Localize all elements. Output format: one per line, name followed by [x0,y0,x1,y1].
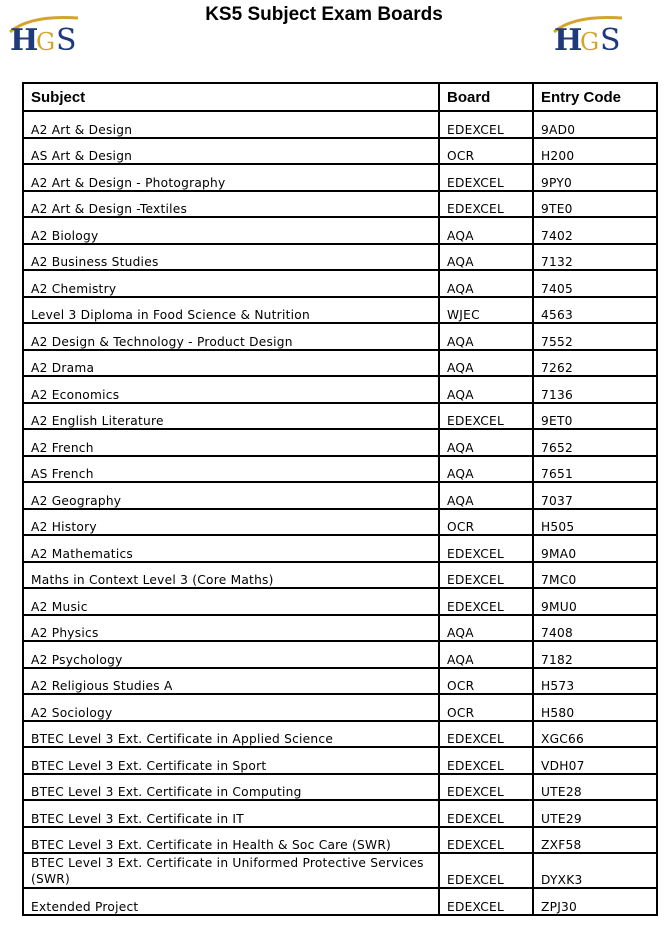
board-cell: AQA [439,376,533,403]
table-row [23,350,657,377]
board-cell: EDEXCEL [439,191,533,218]
table-row [23,774,657,801]
table-row [23,138,657,165]
column-header-entry-code: Entry Code [533,83,657,111]
subject-cell: A2 Design & Technology - Product Design [23,323,439,350]
entry-code-cell: 9MU0 [533,588,657,615]
board-cell: AQA [439,270,533,297]
table-row [23,641,657,668]
table-row [23,535,657,562]
entry-code-cell: 9ET0 [533,403,657,430]
board-cell: AQA [439,641,533,668]
board-cell: AQA [439,482,533,509]
entry-code-cell: 4563 [533,297,657,324]
table-row [23,323,657,350]
subject-cell: A2 Sociology [23,694,439,721]
entry-code-cell: ZPJ30 [533,888,657,915]
board-cell: AQA [439,350,533,377]
subject-cell: A2 Economics [23,376,439,403]
entry-code-cell: H580 [533,694,657,721]
subject-cell: BTEC Level 3 Ext. Certificate in Uniformed Protective Services (SWR) [23,853,439,888]
board-cell: EDEXCEL [439,721,533,748]
entry-code-cell: 7402 [533,217,657,244]
table-row [23,270,657,297]
table-row [23,403,657,430]
entry-code-cell: XGC66 [533,721,657,748]
entry-code-cell: 9TE0 [533,191,657,218]
svg-text:S: S [56,23,77,54]
subject-cell: A2 Chemistry [23,270,439,297]
subject-cell: A2 Biology [23,217,439,244]
entry-code-cell: 7132 [533,244,657,271]
table-row [23,191,657,218]
svg-text:S: S [600,23,621,54]
entry-code-cell: 9AD0 [533,111,657,138]
board-cell: EDEXCEL [439,403,533,430]
entry-code-cell: 7037 [533,482,657,509]
school-logo-right [548,6,628,54]
subject-cell: AS Art & Design [23,138,439,165]
subject-cell: A2 Psychology [23,641,439,668]
table-row [23,482,657,509]
subject-cell: A2 History [23,509,439,536]
entry-code-cell: VDH07 [533,747,657,774]
subject-cell: BTEC Level 3 Ext. Certificate in Computing [23,774,439,801]
table-row [23,615,657,642]
page-title: KS5 Subject Exam Boards [205,4,443,25]
entry-code-cell: DYXK3 [533,853,657,888]
table-body [23,111,657,915]
board-cell: WJEC [439,297,533,324]
entry-code-cell: 7405 [533,270,657,297]
table-row [23,800,657,827]
subject-cell: BTEC Level 3 Ext. Certificate in Health & Soc Care (SWR) [23,827,439,854]
board-cell: EDEXCEL [439,888,533,915]
table-row [23,111,657,138]
subject-cell: A2 English Literature [23,403,439,430]
subject-cell: A2 Physics [23,615,439,642]
subject-cell: A2 Art & Design -Textiles [23,191,439,218]
table-row [23,827,657,854]
board-cell: EDEXCEL [439,535,533,562]
table-row [23,164,657,191]
entry-code-cell: 7552 [533,323,657,350]
entry-code-cell: ZXF58 [533,827,657,854]
board-cell: EDEXCEL [439,111,533,138]
board-cell: OCR [439,694,533,721]
subject-cell: A2 French [23,429,439,456]
table-row [23,376,657,403]
table-row [23,721,657,748]
entry-code-cell: UTE29 [533,800,657,827]
board-cell: AQA [439,456,533,483]
subject-cell: A2 Drama [23,350,439,377]
entry-code-cell: 7652 [533,429,657,456]
column-header-board: Board [439,83,533,111]
svg-text:H: H [10,23,39,54]
exam-boards-table [22,82,658,916]
table-row [23,588,657,615]
table-row [23,747,657,774]
entry-code-cell: 7136 [533,376,657,403]
board-cell: EDEXCEL [439,774,533,801]
subject-cell: BTEC Level 3 Ext. Certificate in Applied Science [23,721,439,748]
table-row [23,217,657,244]
entry-code-cell: H573 [533,668,657,695]
board-cell: AQA [439,429,533,456]
subject-cell: BTEC Level 3 Ext. Certificate in IT [23,800,439,827]
entry-code-cell: 7651 [533,456,657,483]
board-cell: AQA [439,615,533,642]
entry-code-cell: 7262 [533,350,657,377]
subject-cell: A2 Mathematics [23,535,439,562]
board-cell: EDEXCEL [439,164,533,191]
subject-cell: AS French [23,456,439,483]
board-cell: EDEXCEL [439,827,533,854]
subject-cell: A2 Geography [23,482,439,509]
board-cell: OCR [439,138,533,165]
subject-cell: Maths in Context Level 3 (Core Maths) [23,562,439,589]
table-row [23,297,657,324]
entry-code-cell: 9MA0 [533,535,657,562]
table-header-row [23,83,657,111]
table-row [23,456,657,483]
subject-cell: Extended Project [23,888,439,915]
subject-cell: BTEC Level 3 Ext. Certificate in Sport [23,747,439,774]
table-row [23,668,657,695]
entry-code-cell: H505 [533,509,657,536]
table-row [23,429,657,456]
svg-text:H: H [554,23,583,54]
entry-code-cell: 7408 [533,615,657,642]
table-row [23,694,657,721]
board-cell: EDEXCEL [439,853,533,888]
board-cell: OCR [439,509,533,536]
entry-code-cell: H200 [533,138,657,165]
column-header-subject: Subject [23,83,439,111]
svg-text:G: G [36,28,56,54]
table-row [23,244,657,271]
board-cell: AQA [439,217,533,244]
board-cell: EDEXCEL [439,747,533,774]
board-cell: EDEXCEL [439,800,533,827]
entry-code-cell: 7182 [533,641,657,668]
board-cell: EDEXCEL [439,588,533,615]
board-cell: OCR [439,668,533,695]
table-row [23,888,657,915]
svg-text:G: G [580,28,600,54]
board-cell: EDEXCEL [439,562,533,589]
subject-cell: A2 Business Studies [23,244,439,271]
subject-cell: A2 Art & Design - Photography [23,164,439,191]
subject-cell: A2 Art & Design [23,111,439,138]
entry-code-cell: UTE28 [533,774,657,801]
subject-cell: A2 Religious Studies A [23,668,439,695]
board-cell: AQA [439,244,533,271]
entry-code-cell: 7MC0 [533,562,657,589]
table-row [23,509,657,536]
table-row [23,562,657,589]
subject-cell: Level 3 Diploma in Food Science & Nutrition [23,297,439,324]
table-row [23,853,657,888]
board-cell: AQA [439,323,533,350]
subject-cell: A2 Music [23,588,439,615]
entry-code-cell: 9PY0 [533,164,657,191]
